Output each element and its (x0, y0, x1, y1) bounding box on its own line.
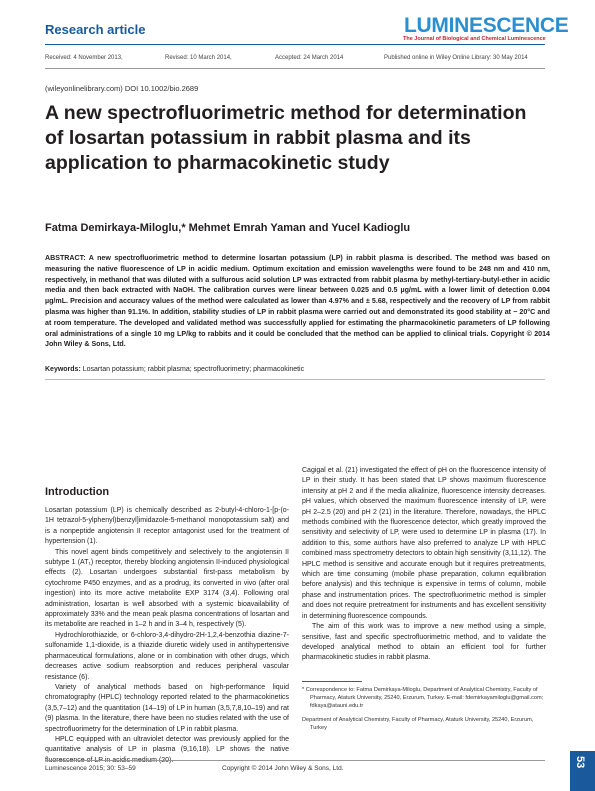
intro-paragraph: The aim of this work was to improve a new method using a simple, sensitive, fast and specific spectrofluorimetric method, and to validate the developed analytical method to obtain an efficient tool for further pharmacokinetic studies in rabbit plasma. (302, 623, 546, 662)
doi-line[interactable]: (wileyonlinelibrary.com) DOI 10.1002/bio.2689 (45, 84, 199, 93)
keywords-rule (45, 379, 545, 380)
author-list: Fatma Demirkaya-Miloglu,* Mehmet Emrah Yaman and Yucel Kadioglu (45, 222, 411, 234)
abstract-label: ABSTRACT: (45, 254, 86, 262)
keywords (45, 365, 550, 375)
journal-subtitle: The Journal of Biological and Chemical Luminescence (403, 36, 546, 42)
footnote-rule (302, 681, 362, 682)
intro-paragraph: Losartan potassium (LP) is chemically described as 2-butyl-4-chloro-1-[p-(o-1H tetrazol-5-ylphenyl)benzyl]imidazole-5-methanol monopotassium salt) and is a nonpeptide angiotensin II receptor antagonist used for the treatment of hypertension (1). (45, 507, 289, 546)
left-column (45, 506, 289, 766)
intro-paragraph: This novel agent binds competitively and selectively to the angiotensin II subtype 1 (AT₁) receptor, thereby blocking angiotensin II-induced physiological effects (2). Losartan undergoes substantial first-pass metabolism by cytochrome P450 enzymes, and as a prodrug, its converted in vivo (after oral ingestion) into its more active metabolite EXP 3174 (3,4). Following oral administration, losartan is well absorbed with a systemic bioavailability of approximately 33% and the mean peak plasma concentrations of losartan and its metabolite are reached in 1–2 h and in 3–4 h, respectively (5). (45, 548, 289, 629)
accepted-date: Accepted: 24 March 2014 (275, 55, 344, 61)
page-number: 53 (574, 756, 586, 769)
footer-copyright: Copyright © 2014 John Wiley & Sons, Ltd. (222, 765, 344, 772)
introduction-heading: Introduction (45, 486, 110, 498)
intro-paragraph: Variety of analytical methods based on high-performance liquid chromatography (HPLC) technology reported related to the pharmacokinetics (3,5,7–12) and the quantitation (14–19) of LP in human (3,5,7,8,10–19) and rat (9) plasma. In the literature, there have been no studies related with the use of spectrofluorimetry for the determination of LP in rabbit plasma. (45, 683, 289, 733)
footer-rule (45, 760, 545, 761)
right-column (302, 466, 546, 664)
journal-logo: LUMINESCENCE (404, 14, 569, 37)
keywords-text: Losartan potassium; rabbit plasma; spectrofluorimetry; pharmacokinetic (80, 366, 305, 373)
header-rule (45, 44, 545, 45)
footnotes (302, 686, 546, 738)
correspondence-footnote: * Correspondence to: Fatma Demirkaya-Miloglu, Department of Analytical Chemistry, Faculty of Pharmacy, Ataturk University, 25240, Erzurum, Turkey. E-mail: fdemirkayamiloglu@gmail.com; fdkaya@atauni.edu.tr (302, 687, 544, 709)
article-type-label: Research article (45, 22, 146, 37)
intro-paragraph: Hydrochlorothiazide, or 6-chloro-3,4-dihydro-2H-1,2,4-benzothia diazine-7-sulfonamide 1,1-dioxide, is a thiazide diuretic widely used in antihypertensive pharmaceutical formulations, alone or in combination with other drugs, which decreases active sodium reabsorption and reduces peripheral vascular resistance (6). (45, 631, 289, 681)
abstract-text: A new spectrofluorimetric method to determine losartan potassium (LP) in rabbit plasma is described. The method was based on measuring the native fluorescence of LP in acidic medium. Optimum excitation and emission wavelengths were found to be 248 nm and 410 nm, respectively, in methanol that was diluted with a sulfurous acid solution LP was extracted from rabbit plasma by methyl-tertiary-butyl-ether in acidic media and then back extracted with NaOH. The calibration curves were linear between 0.025 and 0.5 µg/mL with a lower limit of detection 0.004 µg/mL. Precision and accuracy values of the method were calculated as lower than 4.97% and ± 5.68, respectively and the recovery of LP from rabbit plasma was higher than 91.1%. In addition, stability studies of LP in rabbit plasma were carried out and demonstrated its good stability at − 20°C and at room temperature. The developed and validated method was successfully applied for estimating the pharmacokinetic parameters of LP following oral administrations of a single 10 mg LP/kg to rabbits and it could be concluded that the method can be applied to clinical trials. Copyright © 2014 John Wiley & Sons, Ltd. (45, 254, 550, 349)
article-title: A new spectrofluorimetric method for determination of losartan potassium in rabbit plasma and its application to pharmacokinetic study (45, 102, 527, 174)
keywords-label: Keywords: (45, 366, 81, 373)
received-date: Received: 4 November 2013, (45, 55, 123, 61)
history-rule (45, 68, 545, 69)
abstract (45, 253, 550, 350)
footer-journal-ref: Luminescence 2015; 30: 53–59 (45, 765, 136, 772)
intro-paragraph: HPLC equipped with an ultraviolet detector was previously applied for the quantitative analysis of LP in plasma (9,16,18). LP shows the native (45, 735, 289, 754)
intro-paragraph: Cagigal et al. (21) investigated the effect of pH on the fluorescence intensity of LP in their study. It has been stated that LP shows maximum fluorescence intensity at pH 2 and if the media alkalinize, fluorescence intensity decreases. pH values, which observed the maximum fluorescence intensity of LP, were pH 2–2.5 (20) and pH 2 (21) in the literature. Therefore, nowadays, the HPLC methods combined with the fluorescence detector, which greatly improved the sensitivity and selectivity of LP, were used to determine LP in plasma (17). In addition to this, some authors have also preferred to analyze LP with HPLC combined mass spectrometry detectors to obtain high sensitivity (3,11,12). The HPLC method is sensitive and accurate enough but it requires pretreatments, which are time consuming (mobile phase preparation, column equilibration before analysis) and this technique is expensive in terms of column, mobile phase and instrumentation prices. The spectrofluorimetric method is simpler and does not require pretreatment for instruments and has excellent sensitivity in determining fluorescence compounds. (302, 467, 546, 620)
published-date: Published online in Wiley Online Library: 30 May 2014 (384, 55, 528, 61)
revised-date: Revised: 10 March 2014, (165, 55, 232, 61)
affiliation-footnote: Department of Analytical Chemistry, Faculty of Pharmacy, Ataturk University, 25240, Erzurum, Turkey (302, 717, 534, 731)
